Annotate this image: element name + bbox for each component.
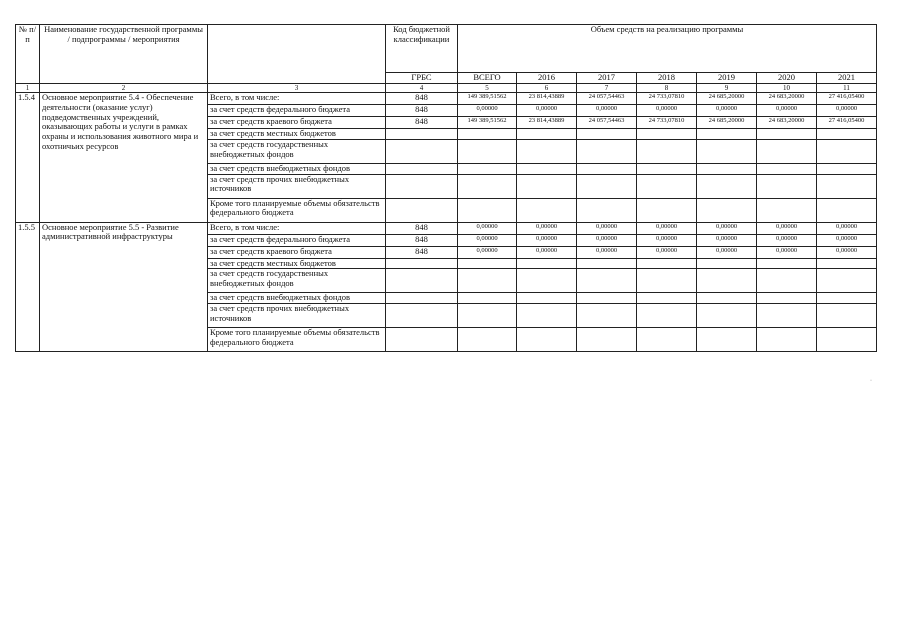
section-index: 1.5.4	[16, 93, 40, 223]
total-value-cell	[458, 293, 517, 304]
funding-source-label: за счет средств внебюджетных фондов	[208, 293, 386, 304]
grbs-code	[386, 328, 458, 352]
year-value-cell	[577, 163, 637, 174]
funding-source-label: за счет средств государственных внебюджетных фондов	[208, 139, 386, 163]
year-value-cell	[757, 198, 817, 222]
grbs-code	[386, 269, 458, 293]
funding-source-label: за счет средств прочих внебюджетных источников	[208, 174, 386, 198]
year-value-cell: 0,00000	[577, 105, 637, 117]
column-number: 11	[817, 84, 877, 93]
total-value-cell: 0,00000	[458, 234, 517, 246]
year-value-cell: 0,00000	[817, 234, 877, 246]
year-value-cell	[517, 328, 577, 352]
total-value-cell	[458, 163, 517, 174]
column-number-row	[16, 84, 877, 93]
year-value-cell: 0,00000	[817, 246, 877, 258]
funding-source-label: за счет средств федерального бюджета	[208, 105, 386, 117]
year-value-cell	[757, 269, 817, 293]
year-value-cell	[817, 129, 877, 140]
year-value-cell	[577, 269, 637, 293]
column-number: 3	[208, 84, 386, 93]
subheader-year: 2017	[577, 73, 637, 84]
year-value-cell	[697, 293, 757, 304]
total-value-cell	[458, 174, 517, 198]
year-value-cell	[757, 163, 817, 174]
year-value-cell	[637, 139, 697, 163]
year-value-cell	[637, 328, 697, 352]
year-value-cell: 0,00000	[697, 234, 757, 246]
year-value-cell	[817, 304, 877, 328]
subheader-year: 2016	[517, 73, 577, 84]
funding-source-label: за счет средств краевого бюджета	[208, 117, 386, 129]
column-number: 5	[458, 84, 517, 93]
column-number: 7	[577, 84, 637, 93]
grbs-code	[386, 139, 458, 163]
subheader-grbs: ГРБС	[386, 73, 458, 84]
year-value-cell: 0,00000	[517, 246, 577, 258]
budget-table	[15, 24, 877, 352]
year-value-cell: 0,00000	[697, 222, 757, 234]
total-value-cell	[458, 258, 517, 269]
year-value-cell	[577, 198, 637, 222]
year-value-cell	[517, 174, 577, 198]
year-value-cell	[577, 174, 637, 198]
year-value-cell: 0,00000	[517, 222, 577, 234]
subheader-total: ВСЕГО	[458, 73, 517, 84]
year-value-cell: 0,00000	[757, 105, 817, 117]
year-value-cell	[757, 293, 817, 304]
year-value-cell	[817, 258, 877, 269]
header-col-code: Код бюджетной классификации	[386, 25, 458, 73]
section-name: Основное мероприятие 5.4 - Обеспечение деятельности (оказание услуг) подведомственных учреждений, оказывающих работы и услуги в рамках охраны и использования животного мира и охотничьих ресурсов	[40, 93, 208, 223]
total-value-cell: 0,00000	[458, 246, 517, 258]
subheader-year: 2019	[697, 73, 757, 84]
year-value-cell: 24 685,20000	[697, 93, 757, 105]
year-value-cell	[697, 129, 757, 140]
year-value-cell: 0,00000	[757, 234, 817, 246]
year-value-cell	[817, 293, 877, 304]
year-value-cell	[697, 139, 757, 163]
funding-source-label: Кроме того планируемые объемы обязательств федерального бюджета	[208, 328, 386, 352]
table-body	[16, 93, 877, 352]
funding-source-label: за счет средств государственных внебюджетных фондов	[208, 269, 386, 293]
year-value-cell	[517, 304, 577, 328]
year-value-cell	[817, 139, 877, 163]
year-value-cell	[637, 129, 697, 140]
year-value-cell	[517, 293, 577, 304]
grbs-code: 848	[386, 93, 458, 105]
year-value-cell	[757, 258, 817, 269]
funding-source-label: за счет средств местных бюджетов	[208, 129, 386, 140]
year-value-cell	[637, 304, 697, 328]
year-value-cell: 0,00000	[817, 105, 877, 117]
year-value-cell: 24 057,54463	[577, 93, 637, 105]
subheader-year: 2018	[637, 73, 697, 84]
year-value-cell	[697, 258, 757, 269]
funding-source-label: Кроме того планируемые объемы обязательств федерального бюджета	[208, 198, 386, 222]
header-col-blank	[208, 25, 386, 84]
total-value-cell	[458, 139, 517, 163]
scan-dot: ·	[870, 378, 872, 384]
year-value-cell: 24 685,20000	[697, 117, 757, 129]
funding-source-label: Всего, в том числе:	[208, 222, 386, 234]
column-number: 6	[517, 84, 577, 93]
total-value-cell: 149 389,51562	[458, 117, 517, 129]
table-row	[16, 93, 877, 105]
year-value-cell	[757, 328, 817, 352]
column-number: 9	[697, 84, 757, 93]
header-col-volume: Объем средств на реализацию программы	[458, 25, 877, 73]
section-name: Основное мероприятие 5.5 - Развитие административной инфраструктуры	[40, 222, 208, 352]
column-number: 2	[40, 84, 208, 93]
grbs-code	[386, 258, 458, 269]
year-value-cell: 27 416,05400	[817, 117, 877, 129]
total-value-cell	[458, 129, 517, 140]
funding-source-label: за счет средств прочих внебюджетных источников	[208, 304, 386, 328]
year-value-cell: 0,00000	[517, 105, 577, 117]
total-value-cell: 0,00000	[458, 105, 517, 117]
year-value-cell	[757, 139, 817, 163]
grbs-code: 848	[386, 222, 458, 234]
year-value-cell	[697, 198, 757, 222]
total-value-cell	[458, 328, 517, 352]
year-value-cell: 0,00000	[577, 222, 637, 234]
year-value-cell: 27 416,05400	[817, 93, 877, 105]
grbs-code	[386, 198, 458, 222]
year-value-cell	[517, 139, 577, 163]
year-value-cell: 24 683,20000	[757, 117, 817, 129]
column-number: 8	[637, 84, 697, 93]
year-value-cell: 24 683,20000	[757, 93, 817, 105]
year-value-cell	[817, 328, 877, 352]
year-value-cell: 24 733,07810	[637, 93, 697, 105]
year-value-cell	[697, 174, 757, 198]
year-value-cell: 0,00000	[697, 246, 757, 258]
header-col-no: № п/п	[16, 25, 40, 84]
column-number: 4	[386, 84, 458, 93]
year-value-cell: 0,00000	[577, 234, 637, 246]
funding-source-label: за счет средств краевого бюджета	[208, 246, 386, 258]
year-value-cell: 0,00000	[817, 222, 877, 234]
year-value-cell	[577, 328, 637, 352]
section-index: 1.5.5	[16, 222, 40, 352]
year-value-cell: 0,00000	[637, 246, 697, 258]
grbs-code: 848	[386, 234, 458, 246]
year-value-cell: 0,00000	[757, 246, 817, 258]
year-value-cell	[817, 198, 877, 222]
year-value-cell: 24 057,54463	[577, 117, 637, 129]
funding-source-label: за счет средств местных бюджетов	[208, 258, 386, 269]
year-value-cell: 24 733,07810	[637, 117, 697, 129]
total-value-cell	[458, 304, 517, 328]
year-value-cell: 0,00000	[637, 222, 697, 234]
year-value-cell: 0,00000	[637, 234, 697, 246]
grbs-code	[386, 174, 458, 198]
year-value-cell	[637, 258, 697, 269]
column-number: 1	[16, 84, 40, 93]
year-value-cell	[577, 258, 637, 269]
subheader-year: 2020	[757, 73, 817, 84]
year-value-cell	[817, 174, 877, 198]
total-value-cell	[458, 198, 517, 222]
year-value-cell	[757, 174, 817, 198]
year-value-cell	[517, 198, 577, 222]
funding-source-label: за счет средств внебюджетных фондов	[208, 163, 386, 174]
funding-source-label: за счет средств федерального бюджета	[208, 234, 386, 246]
year-value-cell	[817, 269, 877, 293]
year-value-cell: 23 814,43889	[517, 93, 577, 105]
total-value-cell: 149 389,51562	[458, 93, 517, 105]
year-value-cell	[637, 174, 697, 198]
year-value-cell	[517, 269, 577, 293]
year-value-cell	[637, 293, 697, 304]
year-value-cell	[697, 269, 757, 293]
grbs-code	[386, 129, 458, 140]
year-value-cell	[577, 129, 637, 140]
year-value-cell	[577, 304, 637, 328]
total-value-cell	[458, 269, 517, 293]
year-value-cell	[517, 258, 577, 269]
year-value-cell	[577, 139, 637, 163]
grbs-code	[386, 304, 458, 328]
year-value-cell	[697, 304, 757, 328]
year-value-cell	[697, 163, 757, 174]
year-value-cell	[757, 129, 817, 140]
year-value-cell	[517, 129, 577, 140]
year-value-cell: 0,00000	[697, 105, 757, 117]
year-value-cell: 0,00000	[577, 246, 637, 258]
year-value-cell: 23 814,43889	[517, 117, 577, 129]
year-value-cell	[517, 163, 577, 174]
year-value-cell	[637, 163, 697, 174]
year-value-cell	[697, 328, 757, 352]
total-value-cell: 0,00000	[458, 222, 517, 234]
header-row	[16, 25, 877, 73]
year-value-cell: 0,00000	[517, 234, 577, 246]
funding-source-label: Всего, в том числе:	[208, 93, 386, 105]
subheader-year: 2021	[817, 73, 877, 84]
grbs-code	[386, 163, 458, 174]
year-value-cell	[637, 269, 697, 293]
year-value-cell: 0,00000	[637, 105, 697, 117]
year-value-cell: 0,00000	[757, 222, 817, 234]
year-value-cell	[817, 163, 877, 174]
table-row	[16, 222, 877, 234]
grbs-code: 848	[386, 105, 458, 117]
year-value-cell	[577, 293, 637, 304]
year-value-cell	[637, 198, 697, 222]
grbs-code: 848	[386, 117, 458, 129]
header-col-name: Наименование государственной программы / подпрограммы / мероприятия	[40, 25, 208, 84]
grbs-code: 848	[386, 246, 458, 258]
grbs-code	[386, 293, 458, 304]
column-number: 10	[757, 84, 817, 93]
year-value-cell	[757, 304, 817, 328]
